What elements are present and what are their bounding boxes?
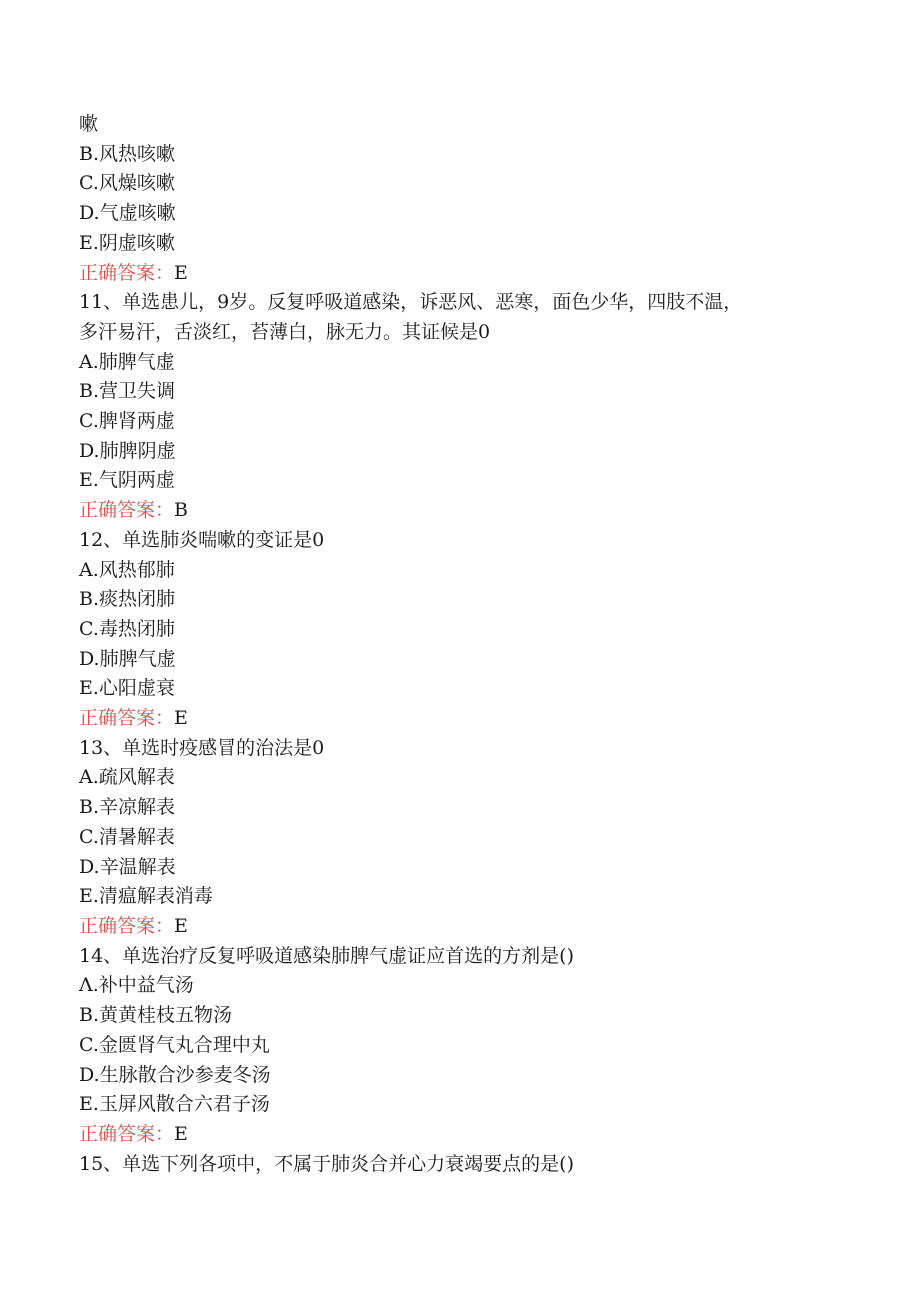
- question-continuation: 嗽: [79, 113, 99, 135]
- option-b: B.风热咳嗽: [79, 142, 176, 165]
- option-b: B.营卫失调: [79, 380, 176, 403]
- answer-line: [79, 496, 859, 526]
- option-e: E.玉屏风散合六君子汤: [79, 1093, 270, 1116]
- option-b: B.痰热闭肺: [79, 588, 176, 611]
- option-d: D.肺脾气虚: [79, 647, 176, 670]
- option-e: E.阴虚咳嗽: [79, 231, 175, 254]
- answer-line: [79, 1120, 859, 1150]
- answer-value: E: [174, 1122, 188, 1145]
- option-d: D.生脉散合沙参麦冬汤: [79, 1063, 271, 1086]
- question-stem-continued: 多汗易汗，舌淡红，苔薄白，脉无力。其证候是0: [79, 320, 491, 343]
- option-b: B.辛凉解表: [79, 796, 176, 819]
- option-c: C.清暑解表: [79, 825, 175, 848]
- option-a: Λ.补中益气汤: [79, 974, 194, 997]
- answer-label: 正确答案：: [79, 914, 175, 937]
- option-e: E.气阴两虚: [79, 469, 175, 492]
- answer-label: 正确答案：: [79, 707, 175, 730]
- answer-value: E: [174, 261, 188, 284]
- option-d: D.气虚咳嗽: [79, 202, 176, 225]
- question-stem: 12、单选肺炎喘嗽的变证是0: [79, 528, 325, 551]
- question-stem: 14、单选治疗反复呼吸道感染肺脾气虚证应首选的方剂是(): [79, 944, 575, 967]
- question-stem: 11、单选患儿，9岁。反复呼吸道感染，诉恶风、恶寒，面色少华，四肢不温，: [79, 291, 743, 314]
- answer-label: 正确答案：: [79, 261, 175, 284]
- option-c: C.脾肾两虚: [79, 410, 175, 433]
- option-b: B.黄黄桂枝五物汤: [79, 1004, 233, 1027]
- option-d: D.肺脾阴虚: [79, 439, 176, 462]
- option-d: D.辛温解表: [79, 855, 176, 878]
- option-e: E.清瘟解表消毒: [79, 885, 213, 908]
- answer-label: 正确答案：: [79, 499, 175, 522]
- answer-line: [79, 912, 859, 942]
- answer-line: [79, 704, 859, 734]
- option-e: E.心阳虚衰: [79, 677, 175, 700]
- option-c: C.毒热闭肺: [79, 617, 175, 640]
- document-page: [79, 110, 859, 1179]
- option-a: A.肺脾气虚: [79, 350, 175, 373]
- answer-line: [79, 259, 859, 289]
- answer-value: E: [174, 914, 188, 937]
- answer-value: B: [174, 499, 188, 522]
- option-a: A.风热郁肺: [79, 558, 175, 581]
- answer-label: 正确答案：: [79, 1122, 175, 1145]
- option-c: C.风燥咳嗽: [79, 172, 175, 195]
- option-c: C.金匮肾气丸合理中丸: [79, 1033, 270, 1056]
- question-stem: 13、单选时疫感冒的治法是0: [79, 736, 325, 759]
- option-a: A.疏风解表: [79, 766, 175, 789]
- question-stem: 15、单选下列各项中，不属于肺炎合并心力衰竭要点的是(): [79, 1152, 575, 1175]
- answer-value: E: [174, 707, 188, 730]
